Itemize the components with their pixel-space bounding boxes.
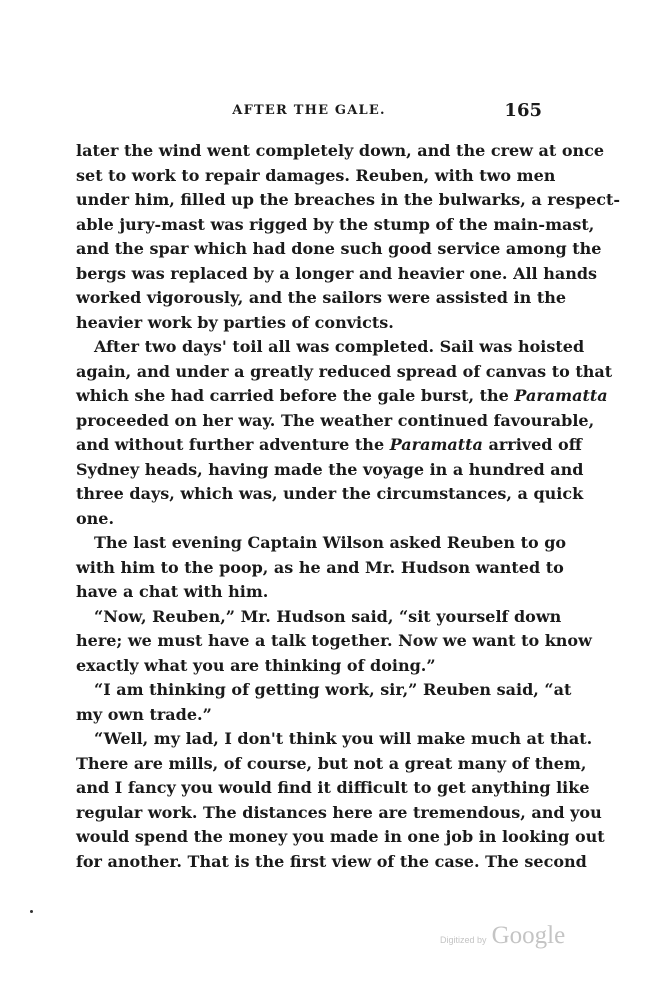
text-line: later the wind went completely down, and the crew at once	[76, 141, 605, 160]
digitized-by-google-watermark	[440, 922, 565, 950]
text-run: which she had carried before the gale burst, the	[76, 386, 515, 405]
text-line: “I am thinking of getting work, sir,” Reuben said, “at	[94, 680, 572, 699]
text-line: proceeded on her way. The weather continued favourable,	[76, 410, 595, 430]
text-run: and without further adventure the	[76, 435, 390, 454]
text-line: able jury-mast was rigged by the stump of the main-mast,	[76, 214, 595, 234]
text-line: one.	[76, 508, 115, 528]
text-line: for another. That is the first view of the case. The second	[76, 851, 587, 871]
running-header	[76, 100, 542, 124]
text-line: exactly what you are thinking of doing.”	[76, 655, 436, 675]
text-line: heavier work by parties of convicts.	[76, 312, 394, 332]
text-line: would spend the money you made in one job in looking out	[76, 827, 605, 846]
body-text	[76, 139, 621, 874]
text-line: “Well, my lad, I don't think you will make much at that.	[94, 729, 593, 748]
text-line: have a chat with him.	[76, 582, 269, 601]
text-line: “Now, Reuben,” Mr. Hudson said, “sit yourself down	[94, 606, 562, 626]
ship-name: Paramatta	[514, 386, 608, 405]
page-number: 165	[504, 100, 542, 121]
watermark-logo-text: Google	[491, 922, 566, 949]
stray-ink-mark	[30, 910, 33, 913]
ship-name: Paramatta	[389, 435, 483, 454]
text-line: There are mills, of course, but not a great many of them,	[76, 753, 587, 773]
text-line: and the spar which had done such good service among the	[76, 239, 602, 258]
text-line: worked vigorously, and the sailors were assisted in the	[76, 288, 567, 307]
text-line: Sydney heads, having made the voyage in a hundred and	[76, 459, 584, 479]
text-line: After two days' toil all was completed. Sail was hoisted	[94, 337, 585, 356]
text-line	[76, 384, 608, 409]
text-line: and I fancy you would find it difficult to get anything like	[76, 778, 590, 797]
text-line: here; we must have a talk together. Now we want to know	[76, 631, 592, 650]
text-line: with him to the poop, as he and Mr. Hudson wanted to	[76, 557, 564, 577]
text-line: The last evening Captain Wilson asked Reuben to go	[94, 533, 567, 552]
text-line: under him, filled up the breaches in the bulwarks, a respect-	[76, 190, 621, 209]
watermark-small-text: Digitized by	[440, 935, 487, 945]
text-line	[76, 433, 582, 458]
text-run: arrived off	[482, 435, 582, 454]
text-line: regular work. The distances here are tremendous, and you	[76, 802, 602, 822]
text-line: bergs was replaced by a longer and heavier one. All hands	[76, 263, 598, 283]
text-line: my own trade.”	[76, 704, 212, 724]
text-line: three days, which was, under the circumstances, a quick	[76, 484, 584, 503]
text-line: again, and under a greatly reduced spread of canvas to that	[76, 361, 613, 381]
running-head-title: AFTER THE GALE.	[232, 103, 386, 118]
text-line: set to work to repair damages. Reuben, with two men	[76, 165, 556, 185]
